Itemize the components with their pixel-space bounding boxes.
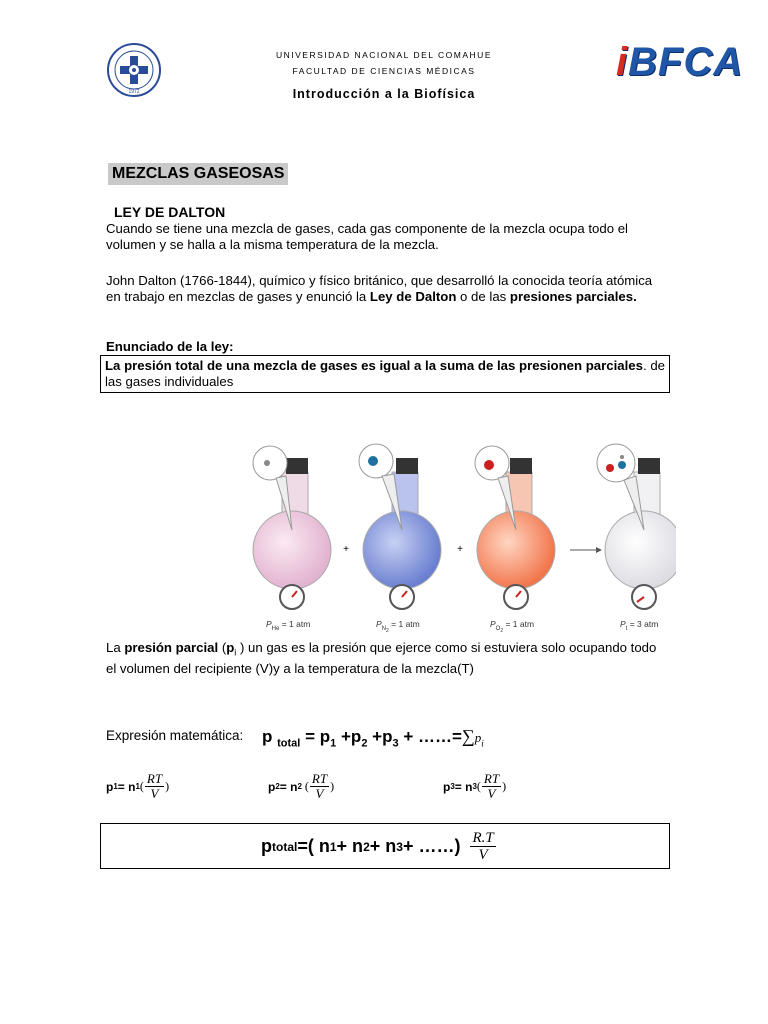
enunciado-heading: Enunciado de la ley: bbox=[106, 339, 234, 354]
gauge-label-n2: $P_{N2} = 1$ atm bbox=[376, 619, 420, 634]
gauge-label-o2: $P_{O2} = 1$ atm bbox=[490, 619, 535, 634]
faculty-name: FACULTAD DE CIENCIAS MÉDICAS bbox=[292, 66, 476, 76]
gauge-label-total: $P_t = 3$ atm bbox=[620, 619, 659, 632]
plus-sign: + bbox=[343, 544, 349, 555]
flask-n2 bbox=[359, 444, 441, 609]
flask-total bbox=[597, 444, 676, 609]
p3-equation: p 3 = n 3 ( $\frac{RT}{V}$ ) bbox=[443, 771, 507, 801]
total-pressure-formula: p total =( n 1 + n 2 + n 3 + ……) $\frac{R.T}{V}$ bbox=[261, 830, 494, 863]
law-title: LEY DE DALTON bbox=[114, 204, 226, 220]
law-statement-box: La presión total de una mezcla de gases es igual a la suma de las presionen parciales. de las gases individuales bbox=[100, 355, 670, 393]
flask-he bbox=[253, 446, 331, 609]
dalton-paragraph: John Dalton (1766-1844), químico y físico británico, que desarrolló la conocida teoría atómica en trabajo en mezclas de gases y enunció la Ley de Dalton o de las presiones parciales. bbox=[106, 273, 653, 304]
math-label: Expresión matemática: bbox=[106, 728, 244, 743]
total-pressure-sum: p $_{total} = p_1 +p_2 +p_3$ + $\dots\dots=\sum p_i$ bbox=[262, 726, 484, 750]
p2-equation: p 2 = n 2 ( $\frac{RT}{V}$ ) bbox=[268, 771, 335, 801]
p1-equation: p 1 = n 1 ( $\frac{RT}{V}$ ) bbox=[106, 771, 170, 801]
svg-text:1972: 1972 bbox=[128, 89, 140, 95]
subject-title: Introducción a la Biofísica bbox=[292, 87, 476, 101]
university-seal bbox=[106, 42, 162, 98]
gauge-label-he: $P_{He} = 1$ atm bbox=[266, 619, 311, 632]
plus-sign: + bbox=[457, 544, 463, 555]
intro-paragraph: Cuando se tiene una mezcla de gases, cada gas componente de la mezcla ocupa todo el volumen y se halla a la misma temperatura de la mezcla. bbox=[106, 221, 628, 252]
dalton-flasks-figure bbox=[236, 430, 676, 635]
total-pressure-box bbox=[100, 823, 670, 869]
section-title: MEZCLAS GASEOSAS bbox=[108, 163, 288, 185]
university-name: UNIVERSIDAD NACIONAL DEL COMAHUE bbox=[276, 50, 492, 60]
ibfca-logo: iBFCA bbox=[616, 40, 744, 84]
flask-o2 bbox=[475, 446, 555, 609]
partial-pressure-paragraph: La presión parcial ($p_i$ ) un gas es la presión que ejerce como si estuviera solo ocupando todo el volumen del recipiente (V)y a la temperatura de la mezcla(T) bbox=[106, 640, 657, 676]
